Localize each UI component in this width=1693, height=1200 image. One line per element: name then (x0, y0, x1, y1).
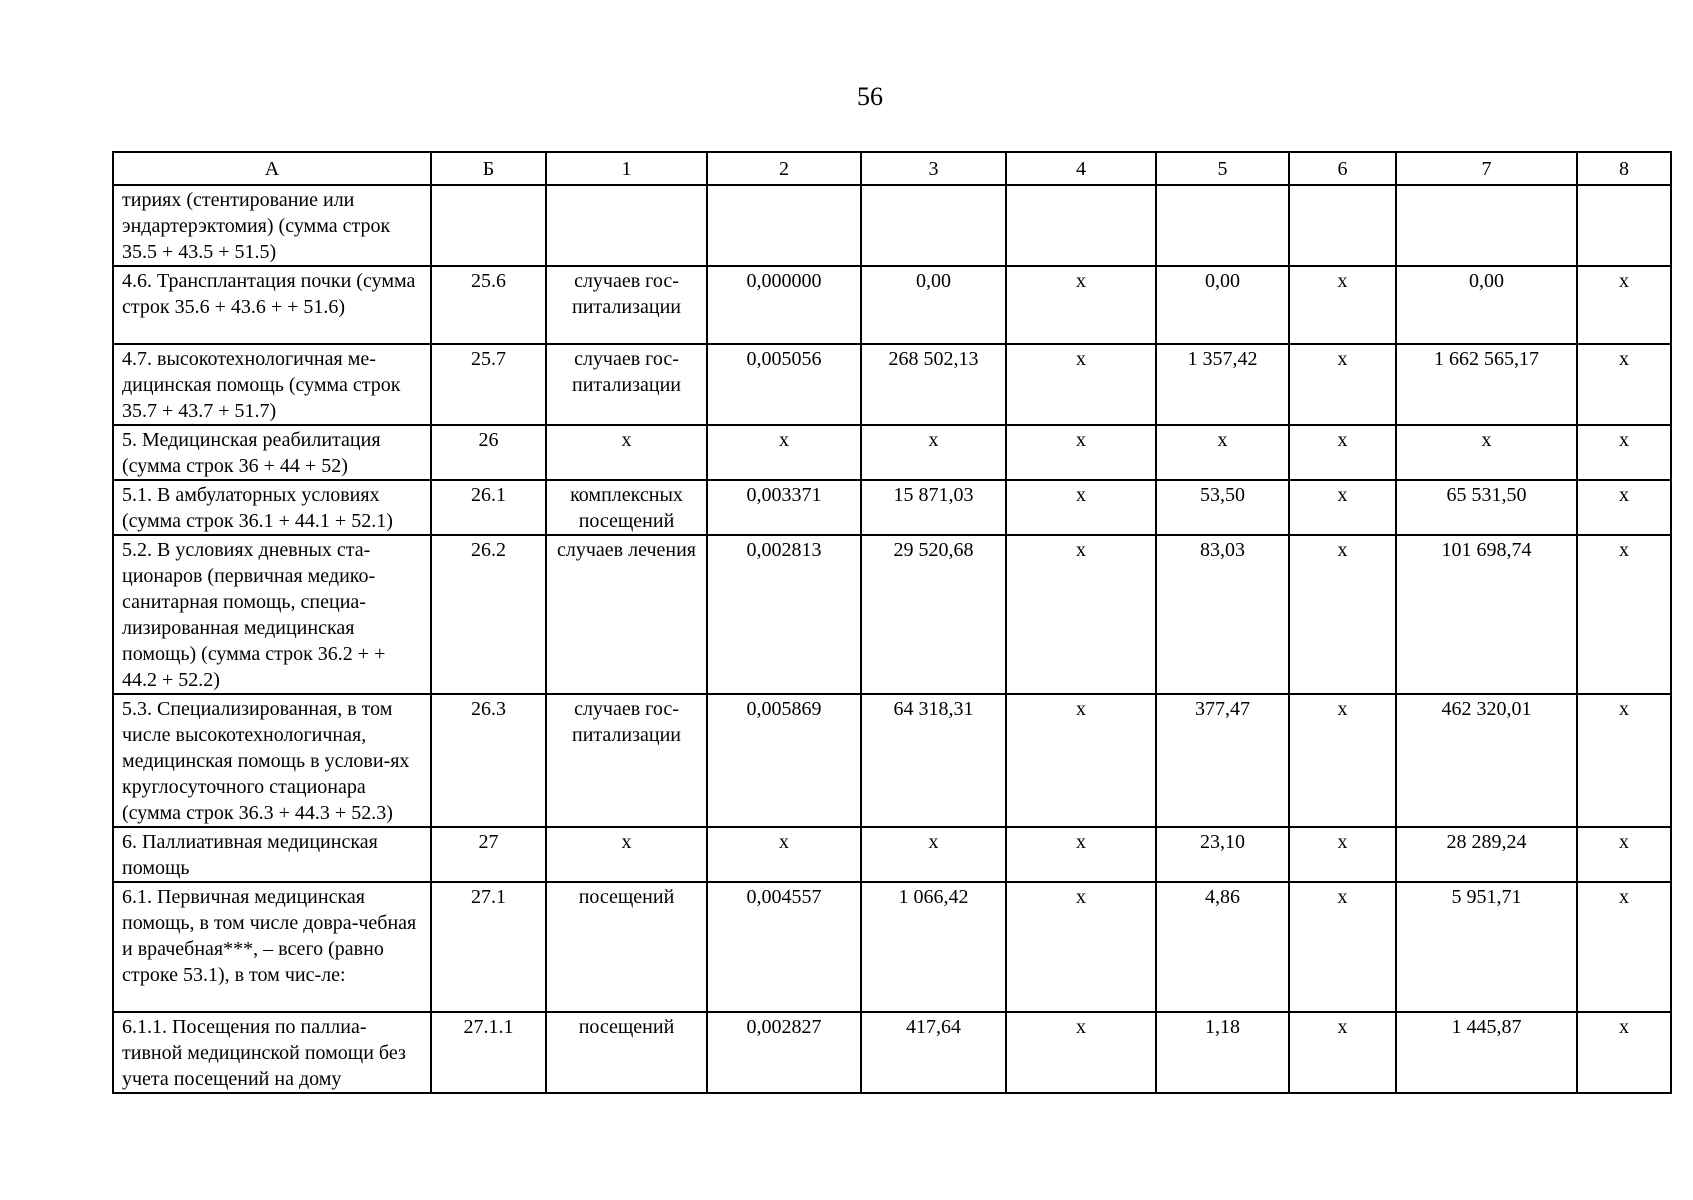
cell-col2: 0,002813 (707, 535, 861, 694)
row-code: 27 (431, 827, 546, 882)
cell-col3: 64 318,31 (861, 694, 1006, 827)
cell-col4: х (1006, 694, 1156, 827)
table-row (113, 185, 1671, 266)
cell-col6: х (1289, 480, 1396, 535)
cell-col7 (1396, 185, 1577, 266)
cell-col2: 0,003371 (707, 480, 861, 535)
row-unit: случаев гос-питализации (546, 694, 707, 827)
cell-col6: х (1289, 694, 1396, 827)
cell-col4: х (1006, 1012, 1156, 1093)
row-unit: случаев гос-питализации (546, 344, 707, 425)
row-name: 5. Медицинская реабилитация (сумма строк 36 + 44 + 52) (113, 425, 431, 480)
row-name: 4.6. Трансплантация почки (сумма строк 35.6 + 43.6 + + 51.6) (113, 266, 431, 344)
table-row (113, 694, 1671, 827)
header-cell: А (113, 152, 431, 185)
cell-col7: 65 531,50 (1396, 480, 1577, 535)
header-row (113, 152, 1671, 185)
header-cell: 1 (546, 152, 707, 185)
row-unit: случаев лечения (546, 535, 707, 694)
table-row (113, 1012, 1671, 1093)
row-unit: посещений (546, 882, 707, 1012)
cell-col7: 0,00 (1396, 266, 1577, 344)
row-name: тириях (стентирование или эндартерэктомия) (сумма строк 35.5 + 43.5 + 51.5) (113, 185, 431, 266)
header-cell: Б (431, 152, 546, 185)
cell-col6: х (1289, 882, 1396, 1012)
row-name: 5.1. В амбулаторных условиях (сумма строк 36.1 + 44.1 + 52.1) (113, 480, 431, 535)
row-code: 26.1 (431, 480, 546, 535)
cell-col2: 0,005056 (707, 344, 861, 425)
row-name: 6.1.1. Посещения по паллиа-тивной медицинской помощи без учета посещений на дому (113, 1012, 431, 1093)
table-row (113, 827, 1671, 882)
header-cell: 6 (1289, 152, 1396, 185)
table-row (113, 425, 1671, 480)
cell-col2: х (707, 827, 861, 882)
cell-col5: 53,50 (1156, 480, 1289, 535)
cell-col8: х (1577, 694, 1671, 827)
cell-col4: х (1006, 344, 1156, 425)
row-unit: случаев гос-питализации (546, 266, 707, 344)
cell-col2 (707, 185, 861, 266)
cell-col2: х (707, 425, 861, 480)
cell-col4: х (1006, 535, 1156, 694)
cell-col3: х (861, 425, 1006, 480)
row-code: 25.7 (431, 344, 546, 425)
cell-col5: 83,03 (1156, 535, 1289, 694)
cell-col4 (1006, 185, 1156, 266)
row-unit: х (546, 425, 707, 480)
cell-col2: 0,000000 (707, 266, 861, 344)
header-cell: 8 (1577, 152, 1671, 185)
row-name: 5.2. В условиях дневных ста-ционаров (первичная медико-санитарная помощь, специа-лизированная медицинская помощь) (сумма строк 36.2 + + 44.2 + 52.2) (113, 535, 431, 694)
cell-col7: 28 289,24 (1396, 827, 1577, 882)
cell-col6: х (1289, 827, 1396, 882)
cell-col5: 23,10 (1156, 827, 1289, 882)
header-cell: 3 (861, 152, 1006, 185)
row-code: 25.6 (431, 266, 546, 344)
row-unit: х (546, 827, 707, 882)
table-row (113, 535, 1671, 694)
cell-col8: х (1577, 827, 1671, 882)
cell-col5: 1 357,42 (1156, 344, 1289, 425)
cell-col8: х (1577, 425, 1671, 480)
cell-col3: 15 871,03 (861, 480, 1006, 535)
row-name: 5.3. Специализированная, в том числе высокотехнологичная, медицинская помощь в услови-ях круглосуточного стационара (сумма строк 36.3 + 44.3 + 52.3) (113, 694, 431, 827)
cell-col3: 29 520,68 (861, 535, 1006, 694)
row-code: 27.1.1 (431, 1012, 546, 1093)
row-code (431, 185, 546, 266)
cell-col7: 101 698,74 (1396, 535, 1577, 694)
cell-col5: 4,86 (1156, 882, 1289, 1012)
table-row (113, 882, 1671, 1012)
row-name: 6.1. Первичная медицинская помощь, в том числе довра-чебная и врачебная***, – всего (равно строке 53.1), в том чис-ле: (113, 882, 431, 1012)
cell-col4: х (1006, 882, 1156, 1012)
cell-col6 (1289, 185, 1396, 266)
cell-col3: 268 502,13 (861, 344, 1006, 425)
cell-col8: х (1577, 882, 1671, 1012)
cell-col7: х (1396, 425, 1577, 480)
cell-col8: х (1577, 1012, 1671, 1093)
cell-col6: х (1289, 266, 1396, 344)
cell-col6: х (1289, 1012, 1396, 1093)
cell-col6: х (1289, 425, 1396, 480)
table-row (113, 480, 1671, 535)
cell-col5: 1,18 (1156, 1012, 1289, 1093)
cell-col3: 1 066,42 (861, 882, 1006, 1012)
cell-col7: 462 320,01 (1396, 694, 1577, 827)
cell-col7: 1 445,87 (1396, 1012, 1577, 1093)
row-name: 6. Паллиативная медицинская помощь (113, 827, 431, 882)
cell-col4: х (1006, 480, 1156, 535)
page-number: 56 (857, 82, 883, 111)
table-row (113, 344, 1671, 425)
cell-col8 (1577, 185, 1671, 266)
cell-col5 (1156, 185, 1289, 266)
cell-col5: х (1156, 425, 1289, 480)
table-row (113, 266, 1671, 344)
cell-col4: х (1006, 266, 1156, 344)
cell-col6: х (1289, 344, 1396, 425)
cell-col5: 0,00 (1156, 266, 1289, 344)
cell-col4: х (1006, 827, 1156, 882)
row-code: 26.3 (431, 694, 546, 827)
header-cell: 2 (707, 152, 861, 185)
header-cell: 7 (1396, 152, 1577, 185)
cell-col8: х (1577, 344, 1671, 425)
row-unit: комплексных посещений (546, 480, 707, 535)
cell-col2: 0,002827 (707, 1012, 861, 1093)
cell-col5: 377,47 (1156, 694, 1289, 827)
cell-col7: 1 662 565,17 (1396, 344, 1577, 425)
cell-col7: 5 951,71 (1396, 882, 1577, 1012)
cell-col8: х (1577, 266, 1671, 344)
row-unit: посещений (546, 1012, 707, 1093)
row-code: 26 (431, 425, 546, 480)
cell-col3: 0,00 (861, 266, 1006, 344)
row-unit (546, 185, 707, 266)
row-code: 27.1 (431, 882, 546, 1012)
row-code: 26.2 (431, 535, 546, 694)
header-cell: 4 (1006, 152, 1156, 185)
header-cell: 5 (1156, 152, 1289, 185)
cell-col8: х (1577, 535, 1671, 694)
cell-col2: 0,005869 (707, 694, 861, 827)
cell-col3: х (861, 827, 1006, 882)
cell-col3: 417,64 (861, 1012, 1006, 1093)
data-table (112, 151, 1672, 1094)
cell-col2: 0,004557 (707, 882, 861, 1012)
row-name: 4.7. высокотехнологичная ме-дицинская помощь (сумма строк 35.7 + 43.7 + 51.7) (113, 344, 431, 425)
cell-col3 (861, 185, 1006, 266)
cell-col4: х (1006, 425, 1156, 480)
cell-col8: х (1577, 480, 1671, 535)
cell-col6: х (1289, 535, 1396, 694)
